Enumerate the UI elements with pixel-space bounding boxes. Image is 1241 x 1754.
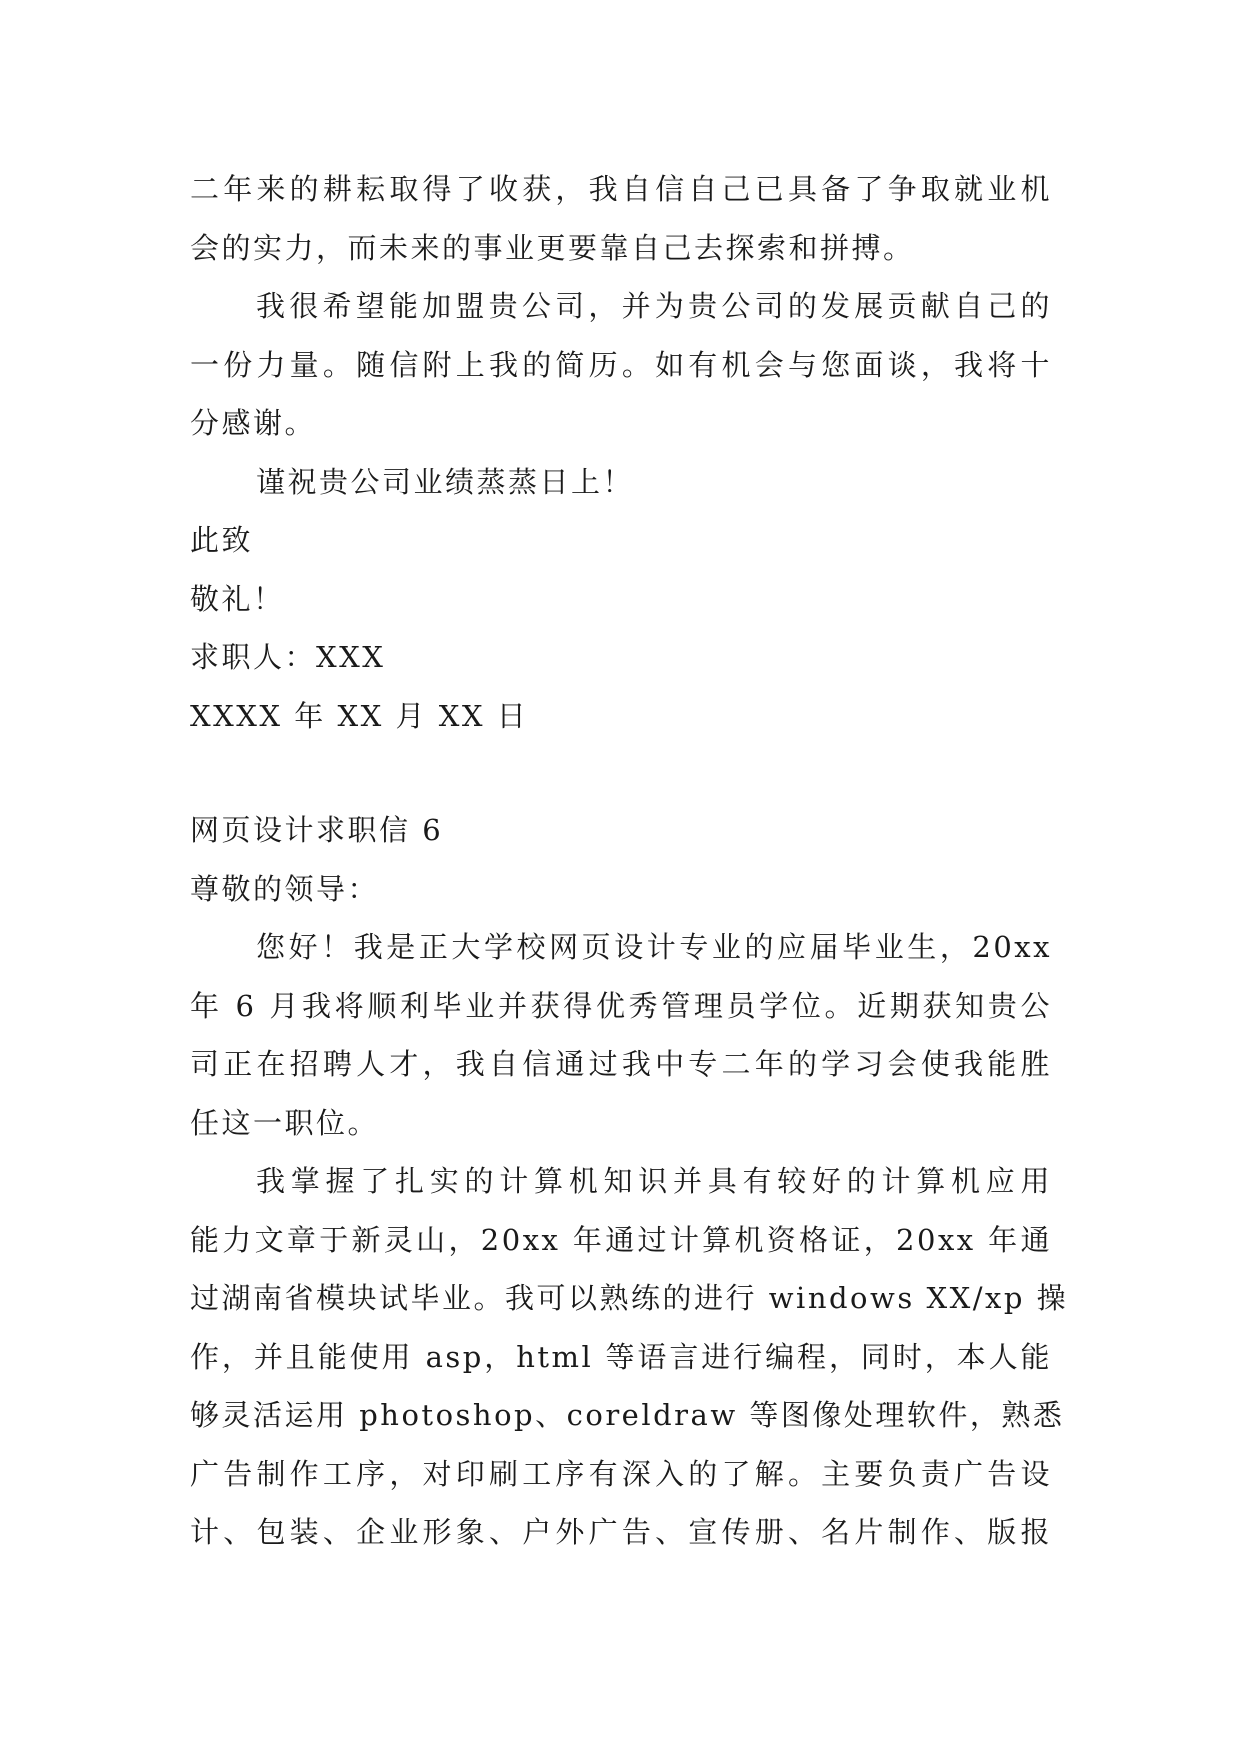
- applicant-signature: 求职人：XXX: [190, 640, 386, 674]
- document-page: [190, 160, 1069, 1562]
- text-line: 一份力量。随信附上我的简历。如有机会与您面谈，我将十: [190, 347, 1052, 382]
- paragraph-join-company: [190, 277, 1052, 453]
- text-line: 二年来的耕耘取得了收获，我自信自己已具备了争取就业机: [190, 172, 1052, 206]
- text-line: 司正在招聘人才，我自信通过我中专二年的学习会使我能胜: [190, 1047, 1052, 1081]
- paragraph-skills: [190, 1152, 1069, 1562]
- text-line: 广告制作工序，对印刷工序有深入的了解。主要负责广告设: [190, 1456, 1052, 1491]
- text-line: 分感谢。: [190, 406, 317, 440]
- text-line: 我掌握了扎实的计算机知识并具有较好的计算机应用: [256, 1164, 1052, 1198]
- text-line: 过湖南省模块试毕业。我可以熟练的进行 windows XX/xp 操: [190, 1281, 1069, 1315]
- paragraph-harvest: [190, 160, 1052, 277]
- closing-line-2: 敬礼！: [190, 581, 285, 616]
- section-title: 网页设计求职信 6: [190, 813, 444, 847]
- closing-line-1: 此致: [190, 523, 254, 557]
- text-line: 您好！我是正大学校网页设计专业的应届毕业生，20xx: [256, 930, 1052, 964]
- text-line: 够灵活运用 photoshop、coreldraw 等图像处理软件，熟悉: [190, 1398, 1065, 1432]
- text-line: 能力文章于新灵山，20xx 年通过计算机资格证，20xx 年通: [190, 1222, 1052, 1257]
- text-line: 计、包装、企业形象、户外广告、宣传册、名片制作、版报: [190, 1515, 1052, 1549]
- text-line: 作，并且能使用 asp，html 等语言进行编程，同时，本人能: [190, 1339, 1052, 1374]
- wish-line: 谨祝贵公司业绩蒸蒸日上！: [256, 464, 635, 499]
- paragraph-introduction: [190, 918, 1052, 1152]
- text-line: 任这一职位。: [190, 1105, 380, 1140]
- salutation: 尊敬的领导：: [190, 871, 380, 906]
- section-gap: [190, 745, 1052, 801]
- text-line: 会的实力，而未来的事业更要靠自己去探索和拼搏。: [190, 230, 915, 265]
- letter-date: XXXX 年 XX 月 XX 日: [190, 698, 529, 733]
- text-line: 年 6 月我将顺利毕业并获得优秀管理员学位。近期获知贵公: [190, 988, 1052, 1023]
- text-line: 我很希望能加盟贵公司，并为贵公司的发展贡献自己的: [256, 289, 1052, 323]
